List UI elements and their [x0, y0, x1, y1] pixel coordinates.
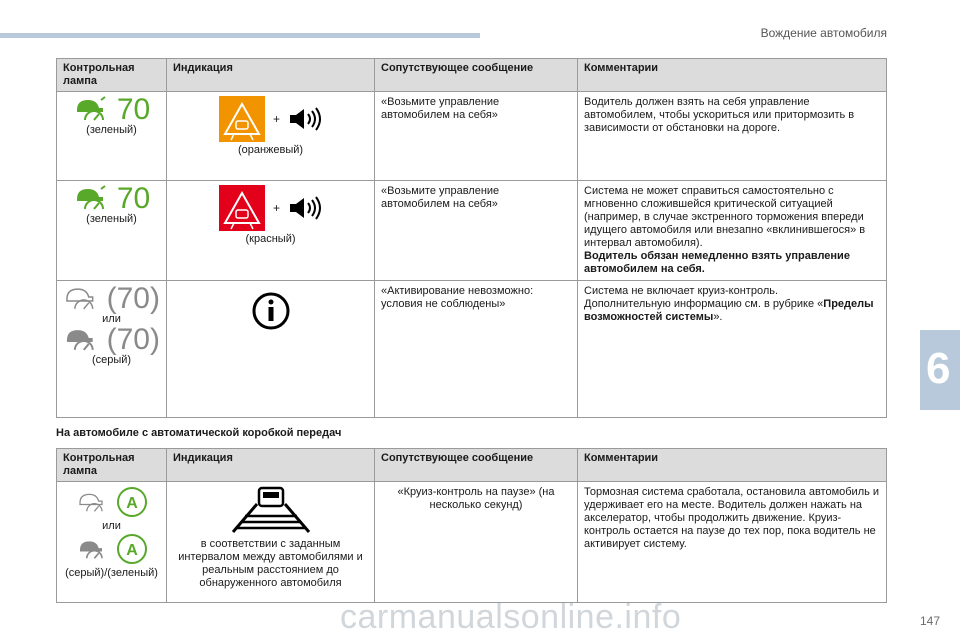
speed-value: 70: [116, 181, 151, 215]
auto-hold-icon: [116, 533, 148, 565]
speed-value: 70: [116, 92, 151, 126]
lamp-cell: [57, 482, 167, 603]
indication-cell: [167, 281, 375, 418]
header-message: Сопутствующее сообщение: [375, 59, 578, 92]
chapter-tab: [920, 330, 960, 410]
plus-sign: +: [272, 200, 280, 215]
header-comment: Комментарии: [578, 59, 887, 92]
indication-cell: [167, 181, 375, 281]
collision-warning-icon: [219, 96, 265, 142]
indication-caption: в соответствии с заданным интервалом между автомобилями и реальным расстоянием до обнаруженного автомобиля: [178, 538, 363, 589]
header-lamp: Контрольная лампа: [57, 59, 167, 92]
comment-bold: Водитель обязан немедленно взять управление автомобилем на себя.: [584, 250, 850, 275]
comment-line2-post: ».: [713, 311, 723, 323]
message-cell: «Возьмите управление автомобилем на себя»: [375, 181, 578, 281]
header-bar: [0, 33, 480, 38]
message-cell: «Возьмите управление автомобилем на себя»: [375, 92, 578, 181]
lamp-or: или: [102, 520, 121, 532]
comment-line1: Система не включает круиз-контроль.: [584, 285, 779, 297]
header-message: Сопутствующее сообщение: [375, 449, 578, 482]
watermark: carmanualsonline.info: [340, 598, 682, 636]
header-indication: Индикация: [167, 59, 375, 92]
lamp-caption: (зеленый): [86, 213, 137, 225]
cruise-control-icon: [73, 96, 107, 122]
chapter-number: 6: [926, 344, 951, 393]
table-header-row: [57, 59, 887, 92]
header-comment: Комментарии: [578, 449, 887, 482]
subheading: На автомобиле с автоматической коробкой передач: [56, 427, 342, 439]
svg-text:A: A: [125, 542, 138, 559]
lamp-cell: [57, 92, 167, 181]
table-row: [57, 92, 887, 181]
info-icon: [251, 291, 291, 331]
lamp-cell: [57, 181, 167, 281]
svg-text:A: A: [125, 495, 138, 512]
indication-caption: (красный): [245, 233, 296, 245]
indication-cell: [167, 482, 375, 603]
auto-hold-icon: [116, 486, 148, 518]
indication-cell: [167, 92, 375, 181]
comment-line2-pre: Дополнительную информацию см. в рубрике «: [584, 298, 824, 310]
table-row: [57, 181, 887, 281]
collision-alert-icon: [219, 185, 265, 231]
speaker-icon: [288, 106, 322, 132]
message-cell: «Активирование невозможно: условия не соблюдены»: [375, 281, 578, 418]
header-indication: Индикация: [167, 449, 375, 482]
plus-sign: +: [272, 111, 280, 126]
lamp-or: или: [102, 313, 121, 325]
comment-cell: Водитель должен взять на себя управление автомобилем, чтобы ускориться или притормозить в зависимости от обстановки на дороге.: [578, 92, 887, 181]
cruise-control-outline-icon: [63, 285, 97, 311]
lamp-caption: (зеленый): [86, 124, 137, 136]
comment-cell: [578, 281, 887, 418]
page-number: 147: [919, 614, 940, 628]
section-title: Вождение автомобиля: [760, 26, 887, 40]
comment-cell: Тормозная система сработала, остановила автомобиль и удерживает его на месте. Водитель должен нажать на акселератор, чтобы продолжить движение. Круиз-контроль остается на паузе до тех пор, пока водитель не активирует систему.: [578, 482, 887, 603]
speed-value: (70): [106, 322, 160, 356]
lamp-caption: (серый): [91, 354, 132, 366]
comment-cell: [578, 181, 887, 281]
automatic-gearbox-table: [56, 448, 887, 603]
cruise-control-icon: [73, 185, 107, 211]
cruise-control-icon: [63, 326, 97, 352]
distance-display-icon: [229, 486, 313, 536]
message-cell: «Круиз-контроль на паузе» (на несколько секунд): [375, 482, 578, 603]
lamp-caption: (серый)/(зеленый): [65, 567, 158, 579]
speed-value: (70): [106, 281, 160, 315]
header-lamp: Контрольная лампа: [57, 449, 167, 482]
cruise-control-icon: [76, 538, 106, 560]
warning-lamps-table: [56, 58, 887, 418]
indication-caption: (оранжевый): [237, 144, 304, 156]
cruise-control-outline-icon: [76, 491, 106, 513]
speaker-icon: [288, 195, 322, 221]
comment-line2-bold: Пределы возможностей системы: [584, 298, 874, 323]
table-header-row: [57, 449, 887, 482]
comment-text: Система не может справиться самостоятельно с мгновенно сложившейся критической ситуацией (например, в случае экстренного торможения впереди идущего автомобиля или внезапно «вклинившегося» в интервал автомобиля).: [584, 185, 866, 249]
lamp-cell: [57, 281, 167, 418]
table-row: [57, 482, 887, 603]
table-row: [57, 281, 887, 418]
